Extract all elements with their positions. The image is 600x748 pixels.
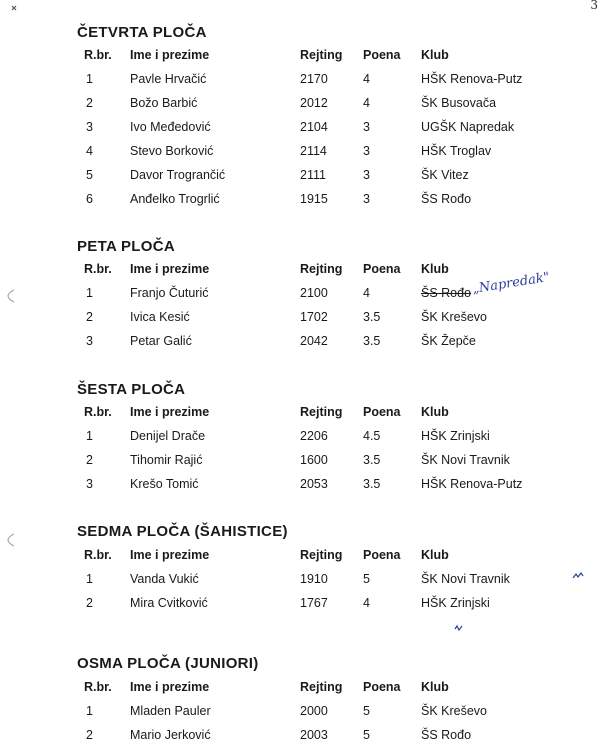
cell-rbr: 2 <box>86 96 93 110</box>
cell-points: 4.5 <box>363 429 381 443</box>
header-rbr: R.br. <box>84 262 112 276</box>
header-name: Ime i prezime <box>130 262 210 276</box>
ink-scribble-mark <box>454 624 464 632</box>
cell-rating: 2042 <box>300 334 328 348</box>
header-club: Klub <box>421 548 449 562</box>
table-row <box>0 596 600 616</box>
cell-rbr: 5 <box>86 168 93 182</box>
cell-rbr: 3 <box>86 477 93 491</box>
table-row <box>0 728 600 748</box>
header-club: Klub <box>421 680 449 694</box>
table-row <box>0 310 600 330</box>
cell-club: ŠK Vitez <box>421 168 469 182</box>
cell-rating: 1910 <box>300 572 328 586</box>
cell-club: ŠK Kreševo <box>421 704 488 718</box>
section-title: ČETVRTA PLOČA <box>77 24 207 41</box>
header-rating: Rejting <box>300 680 343 694</box>
cell-club: ŠS Rođo <box>421 192 472 206</box>
cell-club: ŠK Novi Travnik <box>421 572 510 586</box>
ink-dot-mark <box>10 4 18 12</box>
section-title: PETA PLOČA <box>77 238 176 255</box>
cell-rbr: 1 <box>86 704 93 718</box>
cell-name: Mladen Pauler <box>130 704 211 718</box>
handwritten-note: „Napredak" <box>471 269 551 298</box>
cell-rating: 1915 <box>300 192 328 206</box>
header-club: Klub <box>421 262 449 276</box>
cell-rbr: 1 <box>86 72 93 86</box>
table-row <box>0 168 600 188</box>
cell-rbr: 1 <box>86 286 93 300</box>
cell-points: 5 <box>363 728 370 742</box>
punch-hole-arc <box>0 532 14 548</box>
cell-name: Denijel Drače <box>130 429 206 443</box>
table-row <box>0 192 600 212</box>
cell-name: Krešo Tomić <box>130 477 199 491</box>
cell-rating: 2206 <box>300 429 328 443</box>
table-row <box>0 704 600 724</box>
cell-club: UGŠK Napredak <box>421 120 515 134</box>
table-row <box>0 72 600 92</box>
cell-club: HŠK Renova-Putz <box>421 72 523 86</box>
cell-points: 3.5 <box>363 453 381 467</box>
header-rating: Rejting <box>300 262 343 276</box>
table-header <box>0 48 600 68</box>
header-name: Ime i prezime <box>130 48 210 62</box>
cell-rbr: 6 <box>86 192 93 206</box>
header-name: Ime i prezime <box>130 405 210 419</box>
ink-scribble-mark <box>572 572 584 580</box>
cell-rbr: 1 <box>86 572 93 586</box>
table-row <box>0 120 600 140</box>
cell-rating: 1600 <box>300 453 328 467</box>
cell-name: Mario Jerković <box>130 728 211 742</box>
table-header <box>0 548 600 568</box>
cell-rbr: 2 <box>86 596 93 610</box>
cell-name: Vanda Vukić <box>130 572 199 586</box>
table-row <box>0 96 600 116</box>
cell-name: Ivo Međedović <box>130 120 211 134</box>
cell-points: 3 <box>363 192 370 206</box>
header-club: Klub <box>421 48 449 62</box>
cell-club: ŠK Kreševo <box>421 310 488 324</box>
table-row <box>0 334 600 354</box>
cell-name: Tihomir Rajić <box>130 453 203 467</box>
cell-club: HŠK Zrinjski <box>421 596 490 610</box>
cell-rating: 2000 <box>300 704 328 718</box>
header-rbr: R.br. <box>84 680 112 694</box>
cell-rbr: 2 <box>86 310 93 324</box>
cell-club: HŠK Troglav <box>421 144 492 158</box>
cell-points: 5 <box>363 704 370 718</box>
cell-name: Franjo Čuturić <box>130 286 209 300</box>
table-header <box>0 680 600 700</box>
cell-rbr: 2 <box>86 453 93 467</box>
cell-rating: 1767 <box>300 596 328 610</box>
cell-points: 3 <box>363 168 370 182</box>
table-header <box>0 405 600 425</box>
header-rating: Rejting <box>300 405 343 419</box>
cell-rating: 2114 <box>300 144 327 158</box>
header-points: Poena <box>363 405 401 419</box>
cell-rating: 2111 <box>300 168 326 182</box>
header-points: Poena <box>363 262 401 276</box>
cell-name: Božo Barbić <box>130 96 198 110</box>
cell-club: HŠK Renova-Putz <box>421 477 523 491</box>
header-rbr: R.br. <box>84 548 112 562</box>
header-points: Poena <box>363 548 401 562</box>
cell-rbr: 3 <box>86 334 93 348</box>
header-rating: Rejting <box>300 548 343 562</box>
cell-rbr: 3 <box>86 120 93 134</box>
header-rbr: R.br. <box>84 48 112 62</box>
header-name: Ime i prezime <box>130 680 210 694</box>
cell-club: HŠK Zrinjski <box>421 429 490 443</box>
cell-name: Stevo Borković <box>130 144 214 158</box>
cell-name: Anđelko Trogrlić <box>130 192 220 206</box>
table-row <box>0 429 600 449</box>
cell-rating: 2170 <box>300 72 328 86</box>
cell-points: 3.5 <box>363 310 381 324</box>
cell-rating: 2100 <box>300 286 328 300</box>
table-row <box>0 477 600 497</box>
cell-name: Pavle Hrvačić <box>130 72 207 86</box>
section-title: ŠESTA PLOČA <box>77 381 186 398</box>
cell-rbr: 2 <box>86 728 93 742</box>
cell-rbr: 4 <box>86 144 93 158</box>
cell-name: Mira Cvitković <box>130 596 208 610</box>
table-row <box>0 572 600 592</box>
header-points: Poena <box>363 48 401 62</box>
cell-points: 4 <box>363 286 370 300</box>
page-number: 3 <box>590 0 598 12</box>
cell-name: Davor Trogrančić <box>130 168 226 182</box>
cell-club: ŠK Busovača <box>421 96 497 110</box>
cell-rbr: 1 <box>86 429 93 443</box>
cell-points: 5 <box>363 572 370 586</box>
cell-points: 3 <box>363 144 370 158</box>
cell-club: ŠK Novi Travnik <box>421 453 510 467</box>
punch-hole-arc <box>0 288 14 304</box>
header-club: Klub <box>421 405 449 419</box>
cell-points: 4 <box>363 596 370 610</box>
cell-rating: 2012 <box>300 96 328 110</box>
cell-rating: 1702 <box>300 310 328 324</box>
table-row <box>0 144 600 164</box>
cell-points: 3.5 <box>363 334 381 348</box>
section-title: SEDMA PLOČA (ŠAHISTICE) <box>77 523 288 540</box>
header-rating: Rejting <box>300 48 343 62</box>
header-name: Ime i prezime <box>130 548 210 562</box>
cell-club-struck: ŠS Rođo <box>421 286 472 300</box>
cell-rating: 2104 <box>300 120 328 134</box>
cell-name: Ivica Kesić <box>130 310 190 324</box>
cell-points: 3 <box>363 120 370 134</box>
cell-points: 4 <box>363 96 370 110</box>
cell-rating: 2053 <box>300 477 328 491</box>
cell-name: Petar Galić <box>130 334 192 348</box>
cell-points: 3.5 <box>363 477 381 491</box>
section-title: OSMA PLOČA (JUNIORI) <box>77 655 259 672</box>
header-rbr: R.br. <box>84 405 112 419</box>
table-row <box>0 453 600 473</box>
cell-rating: 2003 <box>300 728 328 742</box>
cell-points: 4 <box>363 72 370 86</box>
cell-club: ŠK Žepče <box>421 334 476 348</box>
header-points: Poena <box>363 680 401 694</box>
cell-club: ŠS Rođo <box>421 728 472 742</box>
